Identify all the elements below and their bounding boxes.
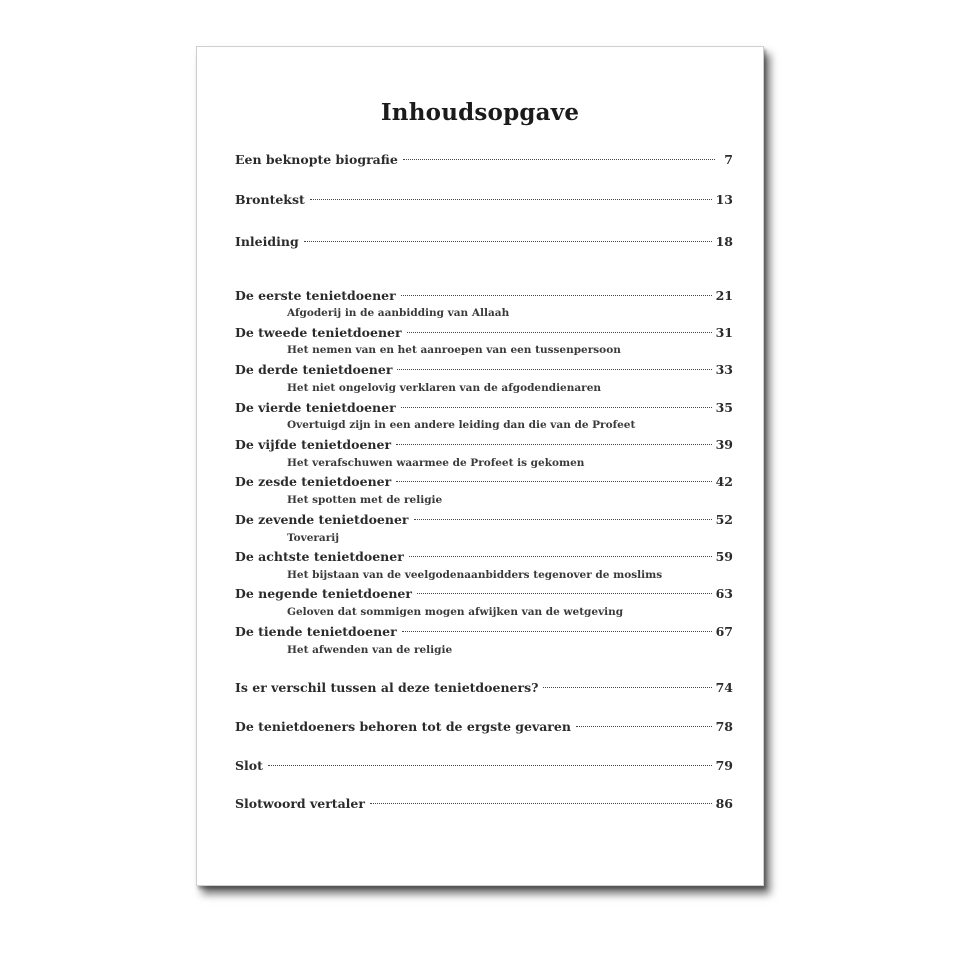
toc-entry-label: De negende tenietdoener (235, 586, 412, 601)
toc-entry-label: Brontekst (235, 192, 305, 207)
toc-entry (235, 233, 733, 251)
toc-entry (235, 585, 733, 603)
dot-leader (417, 593, 712, 594)
toc-entry (235, 718, 733, 736)
dot-leader (304, 241, 712, 242)
dot-leader (402, 631, 712, 632)
toc-subtitle: Afgoderij in de aanbidding van Allaah (287, 307, 510, 319)
toc-entry-label: De derde tenietdoener (235, 362, 393, 377)
toc-subtitle: Het niet ongelovig verklaren van de afgodendienaren (287, 382, 602, 394)
toc-subtitle: Het afwenden van de religie (287, 644, 453, 656)
toc-entry (235, 795, 733, 813)
toc-entry (235, 324, 733, 342)
toc-entry-page: 52 (715, 512, 733, 527)
toc-entry-label: Slot (235, 758, 263, 773)
toc-subtitle: Het verafschuwen waarmee de Profeet is gekomen (287, 457, 585, 469)
dot-leader (310, 199, 712, 200)
toc-entry-label: De vijfde tenietdoener (235, 437, 392, 452)
toc-entry-label: De achtste tenietdoener (235, 549, 404, 564)
toc-entry (235, 548, 733, 566)
toc-entry-page: 79 (715, 758, 733, 773)
toc-entry-page: 78 (715, 719, 733, 734)
toc-entry-page: 74 (715, 680, 733, 695)
toc-entry-label: Inleiding (235, 234, 299, 249)
dot-leader (370, 803, 712, 804)
toc-entry-page: 31 (715, 325, 733, 340)
toc-entry-label: Is er verschil tussen al deze tenietdoeners? (235, 680, 539, 695)
toc-entry-page: 42 (715, 474, 733, 489)
toc-subtitle: Geloven dat sommigen mogen afwijken van de wetgeving (287, 606, 624, 618)
toc-entry-page: 18 (715, 234, 733, 249)
toc-entry (235, 473, 733, 491)
toc-entry-label: De tiende tenietdoener (235, 624, 397, 639)
toc-subtitle: Het spotten met de religie (287, 494, 443, 506)
dot-leader (397, 369, 711, 370)
page-title: Inhoudsopgave (380, 99, 580, 126)
toc-entry-page: 63 (715, 586, 733, 601)
toc-entry-page: 33 (715, 362, 733, 377)
dot-leader (268, 765, 712, 766)
dot-leader (403, 159, 715, 160)
toc-entry-page: 7 (724, 152, 733, 167)
toc-entry-label: De tweede tenietdoener (235, 325, 402, 340)
dot-leader (396, 481, 711, 482)
toc-entry-label: Een beknopte biografie (235, 152, 398, 167)
toc-entry-label: De tenietdoeners behoren tot de ergste gevaren (235, 719, 571, 734)
dot-leader (414, 519, 712, 520)
toc-entry-page: 39 (715, 437, 733, 452)
toc-entry (235, 679, 733, 697)
toc-entry-page: 21 (715, 288, 733, 303)
toc-entry (235, 511, 733, 529)
toc-entry-label: Slotwoord vertaler (235, 796, 365, 811)
toc-subtitle: Toverarij (287, 532, 340, 544)
toc-entry-page: 86 (715, 796, 733, 811)
toc-subtitle: Het bijstaan van de veelgodenaanbidders tegenover de moslims (287, 569, 663, 581)
toc-entry (235, 361, 733, 379)
document-page (196, 46, 764, 886)
toc-entry-page: 13 (715, 192, 733, 207)
toc-entry-label: De vierde tenietdoener (235, 400, 396, 415)
dot-leader (576, 726, 712, 727)
toc-entry (235, 399, 733, 417)
toc-entry (235, 287, 733, 305)
toc-entry (235, 191, 733, 209)
toc-entry (235, 151, 733, 169)
toc-entry-page: 59 (715, 549, 733, 564)
toc-subtitle: Het nemen van en het aanroepen van een tussenpersoon (287, 344, 621, 356)
toc-entry-page: 35 (715, 400, 733, 415)
dot-leader (401, 295, 712, 296)
dot-leader (396, 444, 712, 445)
toc-entry (235, 757, 733, 775)
dot-leader (401, 407, 712, 408)
toc-subtitle: Overtuigd zijn in een andere leiding dan die van de Profeet (287, 419, 636, 431)
toc-entry (235, 623, 733, 641)
toc-entry-page: 67 (715, 624, 733, 639)
toc-entry (235, 436, 733, 454)
dot-leader (543, 687, 711, 688)
dot-leader (407, 332, 712, 333)
toc-entry-label: De zevende tenietdoener (235, 512, 409, 527)
dot-leader (409, 556, 712, 557)
toc-entry-label: De zesde tenietdoener (235, 474, 392, 489)
toc-entry-label: De eerste tenietdoener (235, 288, 396, 303)
